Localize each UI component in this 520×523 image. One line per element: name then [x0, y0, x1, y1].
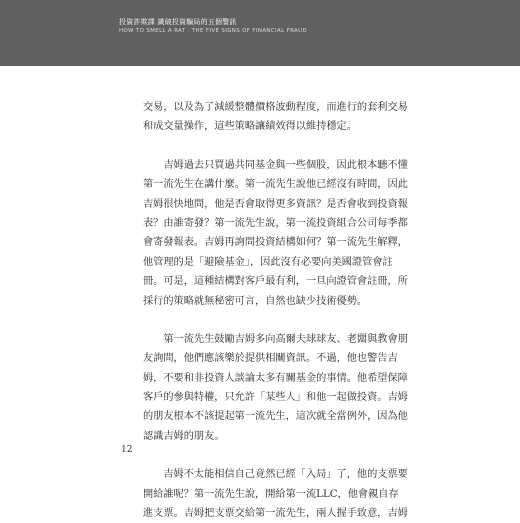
text-line: 進支票。吉姆把支票交給第一流先生，兩人握手致意，吉姆 [143, 508, 408, 520]
text-line: 友詢問，他們應該樂於提供相關資訊。不過，他也警告吉 [143, 353, 398, 365]
text-line: 會寄發報表。吉姆再詢問投資結構如何？第一流先生解釋， [143, 237, 408, 249]
text-line: 他管理的是「避險基金」，因此沒有必要向美國證管會註 [143, 256, 393, 268]
text-line: 採行的策略就無秘密可言，自然也缺少技術優勢。 [143, 295, 368, 307]
page-number: 12 [121, 445, 133, 455]
text-line: 第一流先生鼓勵吉姆多向高爾夫球球友、老闆與教會朋 [143, 333, 408, 345]
text-line: 吉姆很快地問，他是否會取得更多資訊？是否會收到投資報 [143, 198, 408, 210]
text-line: 冊。可是，這種結構對客戶最有利，一旦向證管會註冊，所 [143, 276, 408, 288]
text-line: 表？由誰寄發？第一流先生說，第一流投資組合公司每季都 [143, 217, 408, 229]
text-line: 吉姆不太能相信自己竟然已經「入局」了，他的支票要 [143, 469, 408, 481]
text-line: 吉姆過去只買過共同基金與一些個股，因此根本聽不懂 [143, 159, 408, 171]
text-line: 認識吉姆的朋友。 [143, 430, 225, 442]
text-line: 和成交量操作，這些策略讓績效得以維持穩定。 [143, 121, 357, 133]
text-line: 客戶的參與特權，只允許「某些人」和他一起做投資。吉姆 [143, 392, 408, 404]
text-line: 的朋友根本不該提起第一流先生，這次就全當例外，因為他 [143, 411, 408, 423]
text-line: 姆，不要和非投資人談論太多有關基金的事情。他希望保障 [143, 372, 408, 384]
text-line: 交易，以及為了減緩整體價格波動程度，而進行的套利交易 [143, 102, 408, 113]
body-text [143, 98, 408, 523]
running-header-subtitle: HOW TO SMELL A RAT · THE FIVE SIGNS OF FINANCIAL FRAUD [119, 28, 308, 34]
running-header-title: 投資詐欺課 識破投資騙局的五個警訊 [119, 18, 237, 26]
text-line: 開給誰呢？第一流先生說，開給第一流LLC，他會親自存 [143, 488, 399, 500]
text-line: 第一流先生在講什麼。第一流先生說他已經沒有時間，因此 [143, 179, 408, 191]
running-header [0, 0, 520, 66]
